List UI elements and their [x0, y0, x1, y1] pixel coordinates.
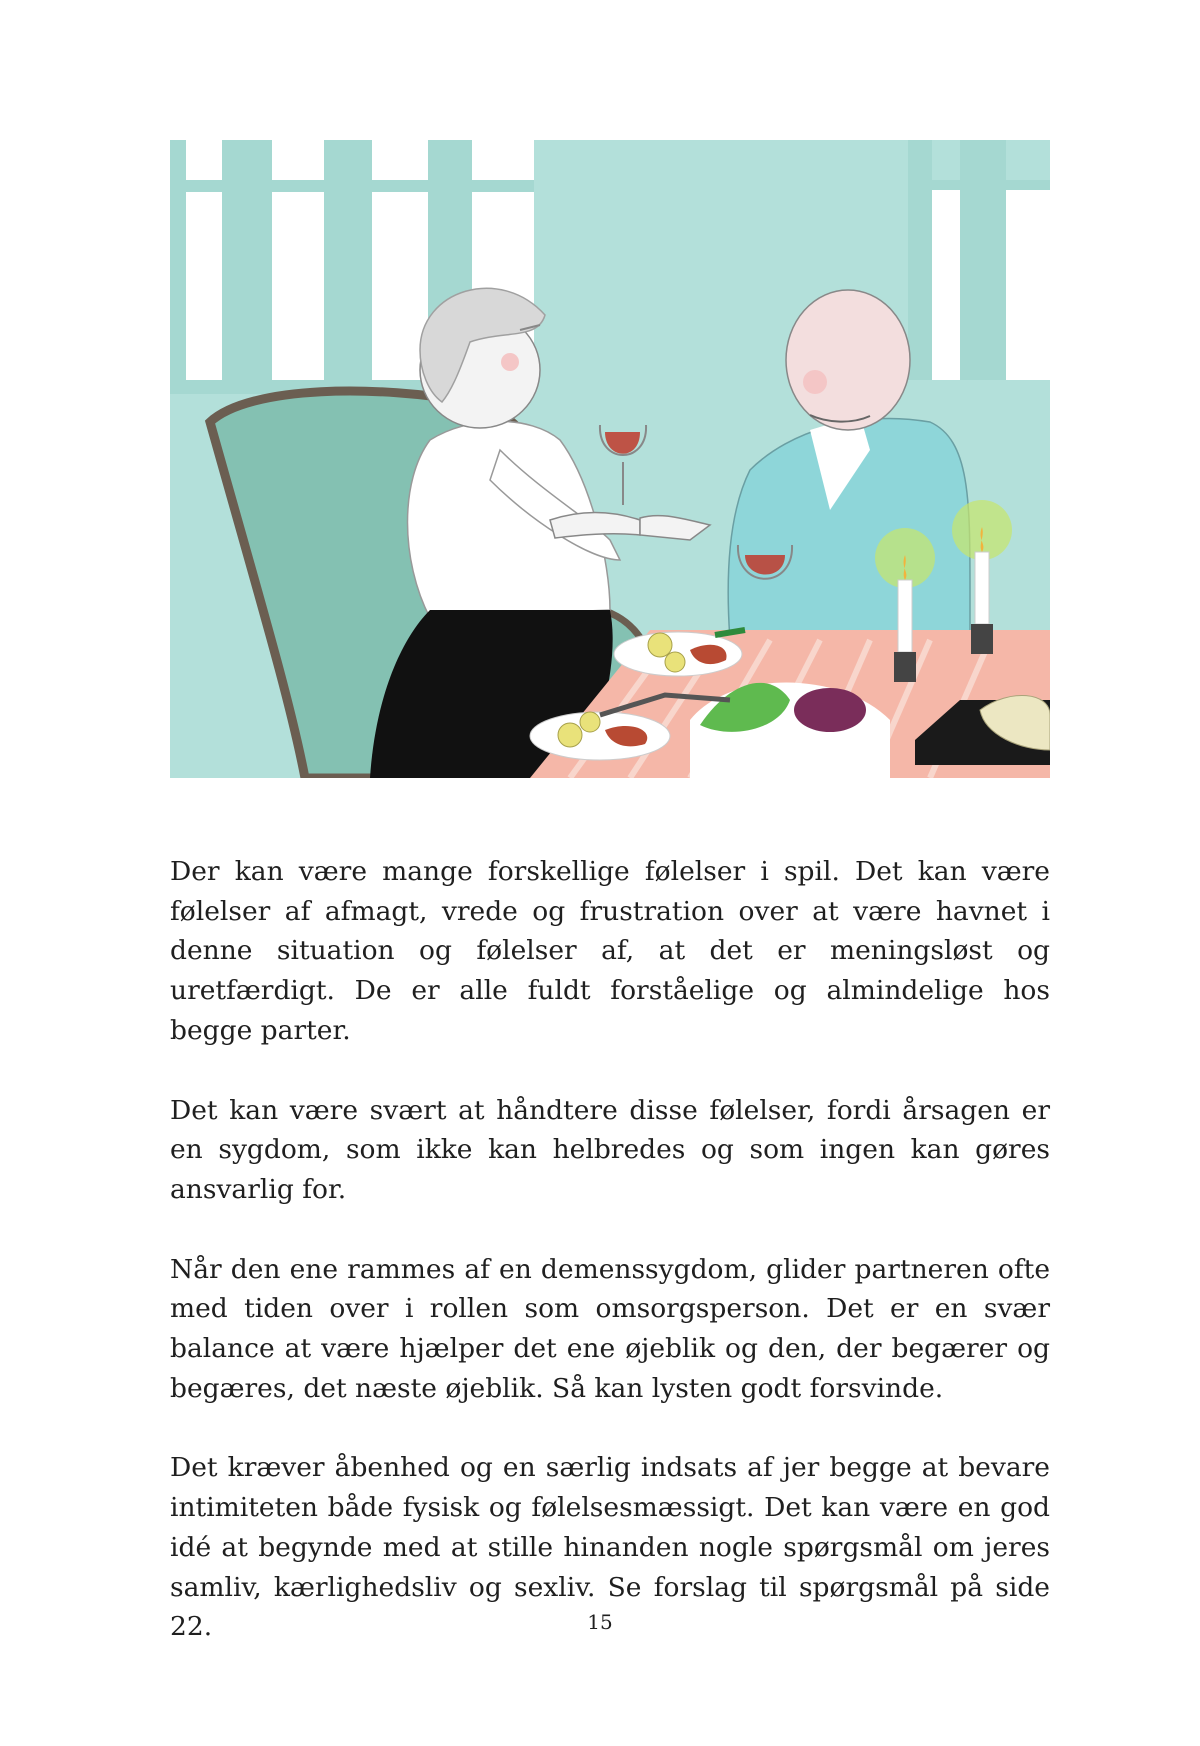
paragraph-1: Der kan være mange forskellige følelser i spil. Det kan være følelser af afmagt, vrede og frustration over at være havnet i denne situation og følelser af, at det er meningsløst og uretfærdigt. De er alle fuldt forståelige og almindelige hos begge parter.: [170, 856, 1050, 1046]
page-number: 15: [587, 1610, 613, 1634]
paragraph-3: Når den ene rammes af en demenssygdom, glider partneren ofte med tiden over i rollen som omsorgsperson. Det er en svær balance at være hjælper det ene øjeblik og den, der begærer og begæres, det næste øjeblik. Så kan lysten godt forsvinde.: [170, 1253, 1050, 1404]
body-text: [170, 852, 1050, 1687]
paragraph-2: Det kan være svært at håndtere disse følelser, fordi årsagen er en sygdom, som ikke kan helbredes og som ingen kan gøres ansvarlig for.: [170, 1094, 1050, 1205]
paragraph-4: Det kræver åbenhed og en særlig indsats af jer begge at bevare intimiteten både fysisk og følelsesmæssigt. Det kan være en god idé at begynde med at stille hinanden nogle spørgsmål om jeres samliv, kærlighedsliv og sexliv. Se forslag til spørgsmål på side 22.: [170, 1452, 1050, 1643]
couple-dinner-illustration: [170, 140, 1050, 778]
plate-lower: [530, 712, 670, 760]
